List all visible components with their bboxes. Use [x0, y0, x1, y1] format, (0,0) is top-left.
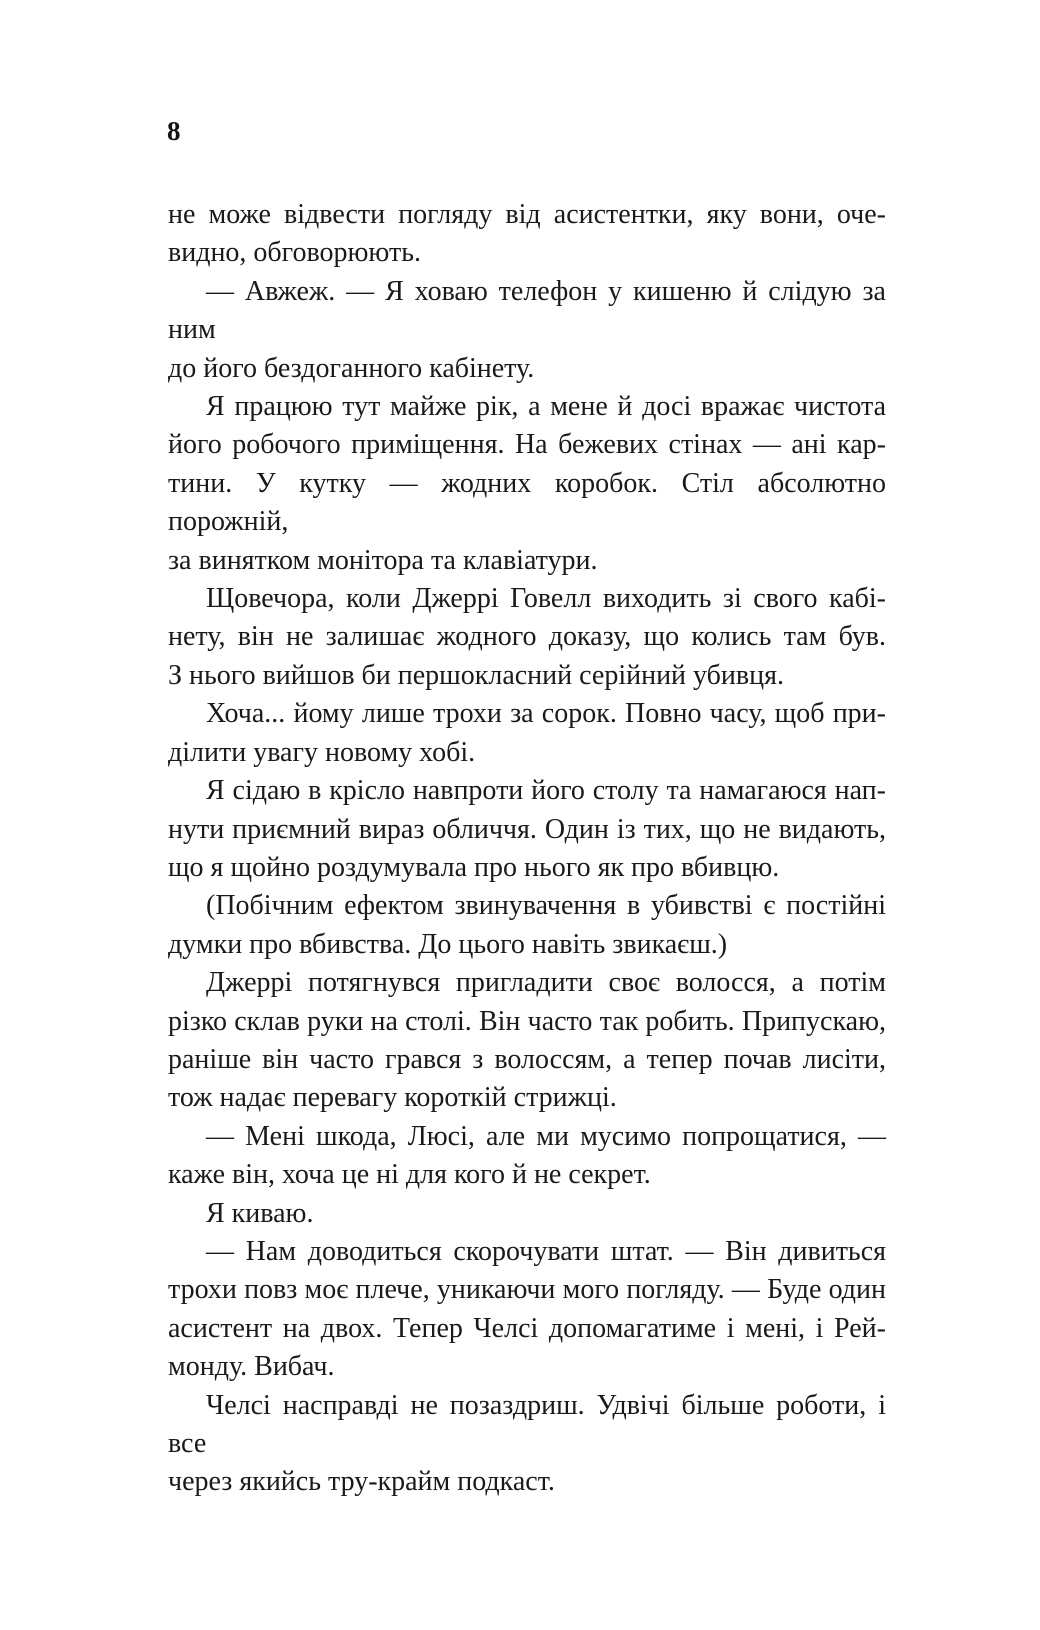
- text-line: Я працюю тут майже рік, а мене й досі вражає чистота: [206, 391, 886, 423]
- paragraph: [168, 388, 886, 580]
- paragraph: [168, 1118, 886, 1195]
- paragraph: [168, 1387, 886, 1502]
- text-line: монду. Вибач.: [168, 1351, 335, 1383]
- paragraph: [168, 695, 886, 772]
- text-line: нути приємний вираз обличчя. Один із тих, що не видають,: [168, 813, 886, 845]
- text-line: через якийсь тру-крайм подкаст.: [168, 1466, 555, 1498]
- paragraph: [168, 1233, 886, 1387]
- text-line: Джеррі потягнувся пригладити своє волосся, а потім: [206, 967, 886, 999]
- text-line: Я киваю.: [206, 1197, 314, 1229]
- paragraph: [168, 580, 886, 695]
- text-line: раніше він часто грався з волоссям, а тепер почав лисіти,: [168, 1043, 886, 1075]
- text-block: [168, 196, 886, 1502]
- text-line: тини. У кутку — жодних коробок. Стіл абсолютно порожній,: [168, 467, 886, 538]
- text-line: Челсі насправді не позаздриш. Удвічі більше роботи, і все: [168, 1389, 886, 1459]
- paragraph: [168, 196, 886, 273]
- text-line: що я щойно роздумувала про нього як про вбивцю.: [168, 851, 780, 883]
- text-line: не може відвести погляду від асистентки, яку вони, оче-: [168, 199, 886, 230]
- text-line: трохи повз моє плече, уникаючи мого погляду. — Буде один: [168, 1274, 886, 1306]
- text-line: Щовечора, коли Джеррі Говелл виходить зі свого кабі-: [206, 583, 886, 615]
- text-line: його робочого приміщення. На бежевих стінах — ані кар-: [168, 429, 886, 461]
- text-line: нету, він не залишає жодного доказу, що колись там був.: [168, 621, 886, 653]
- text-line: — Авжеж. — Я ховаю телефон у кишеню й слідую за ним: [168, 275, 886, 346]
- text-line: — Мені шкода, Люсі, але ми мусимо попрощатися, —: [206, 1120, 886, 1152]
- paragraph: [168, 887, 886, 964]
- text-line: тож надає перевагу короткій стрижці.: [168, 1082, 617, 1114]
- text-line: — Нам доводиться скорочувати штат. — Він дивиться: [206, 1235, 886, 1267]
- text-line: Я сідаю в крісло навпроти його столу та намагаюся нап-: [206, 775, 886, 807]
- text-line: Хоча... йому лише трохи за сорок. Повно часу, щоб при-: [206, 698, 886, 730]
- paragraph: [168, 273, 886, 388]
- text-line: З нього вийшов би першокласний серійний убивця.: [168, 659, 784, 691]
- text-line: до його бездоганного кабінету.: [168, 352, 535, 384]
- text-line: (Побічним ефектом звинувачення в убивстві є постійні: [206, 890, 886, 922]
- text-line: ділити увагу новому хобі.: [168, 736, 476, 768]
- text-line: за винятком монітора та клавіатури.: [168, 544, 598, 576]
- paragraph: [168, 772, 886, 887]
- text-line: асистент на двох. Тепер Челсі допомагатиме і мені, і Рей-: [168, 1312, 886, 1344]
- paragraph: [168, 1195, 886, 1233]
- text-line: різко склав руки на столі. Він часто так робить. Припускаю,: [168, 1005, 886, 1037]
- text-line: думки про вбивства. До цього навіть звикаєш.): [168, 928, 728, 960]
- text-line: видно, обговорюють.: [168, 237, 421, 269]
- paragraph: [168, 964, 886, 1118]
- text-line: каже він, хоча це ні для кого й не секрет.: [168, 1159, 651, 1191]
- page-number: 8: [167, 116, 181, 146]
